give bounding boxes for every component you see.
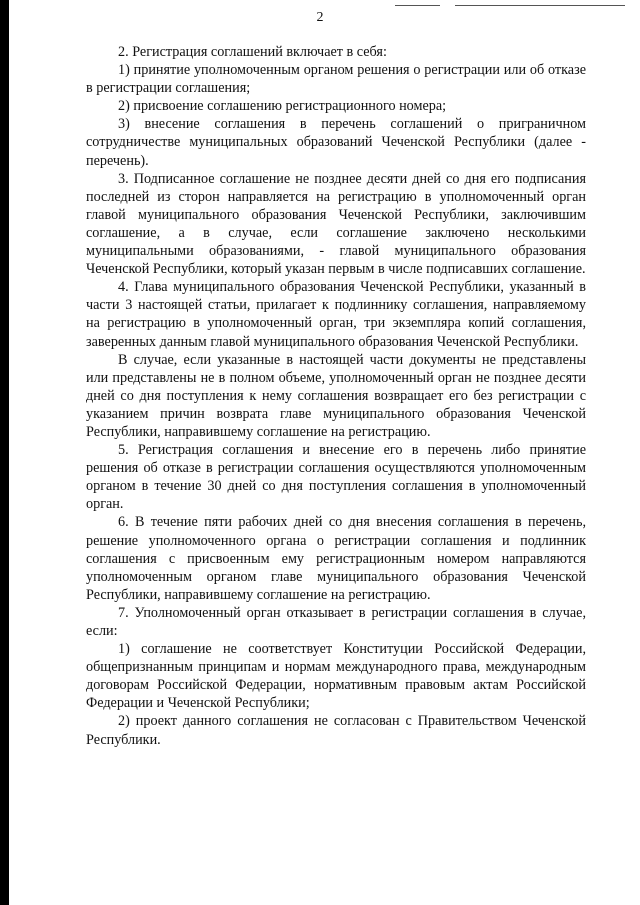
scan-border xyxy=(0,0,9,905)
paragraph: 3) внесение соглашения в перечень соглашений о приграничном сотрудничестве муниципальных образований Чеченской Республики (далее - перечень). xyxy=(86,116,586,169)
paragraph: 3. Подписанное соглашение не позднее десяти дней со дня его подписания последней из сторон направляется на регистрацию в уполномоченный орган главой муниципального образования Чеченской Республики, заключившим соглашение, а в случае, если соглашение заключено несколькими муниципальными образованиями, - главой муниципального образования Чеченской Республики, который указан первым в числе подписавших соглашение. xyxy=(86,170,586,278)
paragraph: 1) принятие уполномоченным органом решения о регистрации или об отказе в регистрации соглашения; xyxy=(86,62,586,97)
document-body xyxy=(86,43,586,749)
paragraph: 1) соглашение не соответствует Конституции Российской Федерации, общепризнанным принципам и нормам международного права, международным договорам Российской Федерации, нормативным правовым актам Российской Федерации и Чеченской Республики; xyxy=(86,641,586,712)
page-number: 2 xyxy=(316,10,324,25)
paragraph: 2. Регистрация соглашений включает в себя: xyxy=(118,44,387,60)
paragraph: В случае, если указанные в настоящей части документы не представлены или представлены не в полном объеме, уполномоченный орган не позднее десяти дней со дня поступления к нему соглашения возвращает его без регистрации с указанием причин возврата главе муниципального образования Чеченской Республики, направившему соглашение на регистрацию. xyxy=(86,351,586,440)
top-rule-line-short xyxy=(395,5,440,6)
paragraph: 7. Уполномоченный орган отказывает в регистрации соглашения в случае, если: xyxy=(86,604,586,639)
paragraph: 2) проект данного соглашения не согласован с Правительством Чеченской Республики. xyxy=(86,713,586,748)
paragraph: 4. Глава муниципального образования Чеченской Республики, указанный в части 3 настоящей статьи, прилагает к подлиннику соглашения, направляемому на регистрацию в уполномоченный орган, три экземпляра копий соглашения, заверенных данным главой муниципального образования Чеченской Республики. xyxy=(86,279,586,350)
paragraph: 5. Регистрация соглашения и внесение его в перечень либо принятие решения об отказе в регистрации соглашения осуществляются уполномоченным органом в течение 30 дней со дня поступления соглашения в уполномоченный орган. xyxy=(86,442,586,513)
paragraph: 2) присвоение соглашению регистрационного номера; xyxy=(118,98,447,115)
paragraph: 6. В течение пяти рабочих дней со дня внесения соглашения в перечень, решение уполномоченного органа о регистрации соглашения и подлинник соглашения с присвоенным ему регистрационным номером направляются уполномоченным органом главе муниципального образования Чеченской Республики, направившему соглашение на регистрацию. xyxy=(86,514,586,603)
top-rule-line xyxy=(455,5,625,6)
